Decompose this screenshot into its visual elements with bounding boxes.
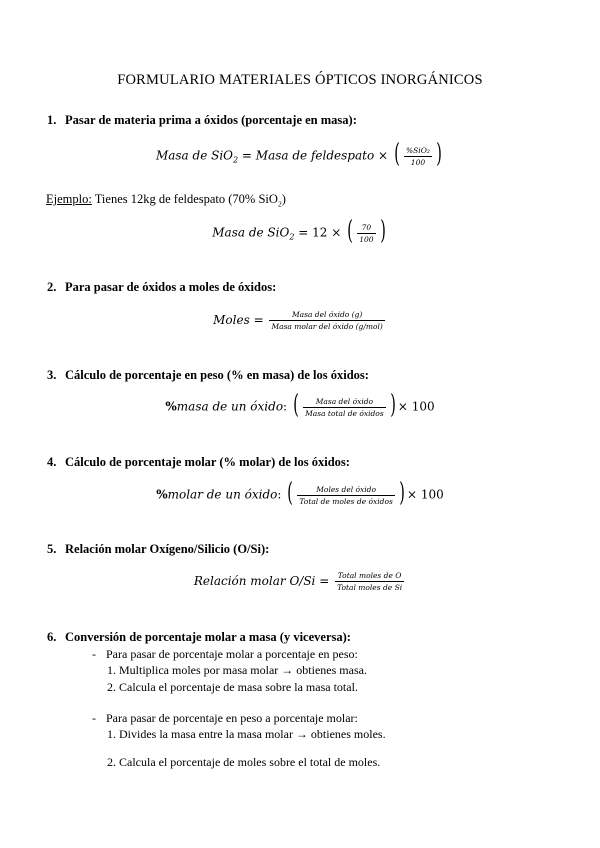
fraction: $\frac{\text{Total moles de O}}{\text{Total moles de Si}}$ [337, 571, 403, 592]
fraction: $\frac{\text{Moles del óxido}}{\text{Total de moles de óxidos}}$ [299, 484, 393, 506]
fraction: $\frac{\text{Masa del óxido}}{\text{Masa total de óxidos}}$ [305, 396, 384, 418]
section-6-heading [47, 630, 351, 645]
section-title: Para pasar de óxidos a moles de óxidos: [65, 280, 277, 294]
section-4-heading [47, 455, 350, 470]
section-number: 3. [47, 368, 57, 382]
section-number: 4. [47, 455, 57, 469]
list-step: 2. Calcula el porcentaje de moles sobre el total de moles. [107, 755, 381, 769]
formula-example: Masa de SiO$_2$ = 12 × ( $\frac{70}{100}$ ) [212, 216, 386, 246]
formula-moles: Moles = $\frac{\text{Masa del óxido (g)}}{\text{Masa molar del óxido (g/mol)}}$ [213, 310, 383, 331]
fraction: $\frac{\text{\%SiO₂}}{100}$ [406, 145, 430, 167]
section-5-heading [47, 542, 269, 557]
fraction: $\frac{\text{Masa del óxido (g)}}{\text{Masa molar del óxido (g/mol)}}$ [271, 310, 383, 331]
section-title: Relación molar Oxígeno/Silicio (O/Si): [65, 542, 270, 556]
section-number: 5. [47, 542, 57, 556]
section-number: 6. [47, 630, 57, 644]
section-number: 1. [47, 113, 57, 127]
fraction: $\frac{70}{100}$ [359, 222, 374, 244]
list-item: - Para pasar de porcentaje en peso a porcentaje molar: [92, 711, 358, 725]
example-line: Ejemplo: Tienes 12kg de feldespato (70% SiO$_2$) [46, 192, 286, 209]
section-title: Cálculo de porcentaje molar (% molar) de los óxidos: [65, 455, 350, 469]
list-item: - Para pasar de porcentaje molar a porcentaje en peso: [92, 647, 358, 661]
section-title: Pasar de materia prima a óxidos (porcentaje en masa): [65, 113, 357, 127]
example-label: Ejemplo: [46, 192, 92, 206]
section-title: Cálculo de porcentaje en peso (% en masa) de los óxidos: [65, 368, 369, 382]
list-step: 1. Multiplica moles por masa molar → obtienes masa. [107, 663, 367, 677]
formula-o-si-ratio: Relación molar O/Si = $\frac{\text{Total moles de O}}{\text{Total moles de Si}}$ [193, 571, 403, 592]
list-step: 1. Divides la masa entre la masa molar → obtienes moles. [107, 727, 386, 741]
list-step: 2. Calcula el porcentaje de masa sobre la masa total. [107, 680, 358, 694]
section-1-heading [47, 113, 357, 128]
section-3-heading [47, 368, 369, 383]
document-title: FORMULARIO MATERIALES ÓPTICOS INORGÁNICOS [117, 72, 483, 88]
formula-molar-percent: %molar de un óxido: ( $\frac{\text{Moles del óxido}}{\text{Total de moles de óxidos}}$ ) × 100 [156, 478, 444, 508]
formula-mass-percent: %masa de un óxido: ( $\frac{\text{Masa del óxido}}{\text{Masa total de óxidos}}$ ) × 100 [165, 390, 435, 420]
section-title: Conversión de porcentaje molar a masa (y viceversa): [65, 630, 351, 644]
section-number: 2. [47, 280, 57, 294]
formula-sio2-mass: Masa de SiO$_2$ = Masa de feldespato × ( $\frac{\text{\%SiO₂}}{100}$ ) [155, 139, 442, 169]
section-2-heading [47, 280, 276, 295]
